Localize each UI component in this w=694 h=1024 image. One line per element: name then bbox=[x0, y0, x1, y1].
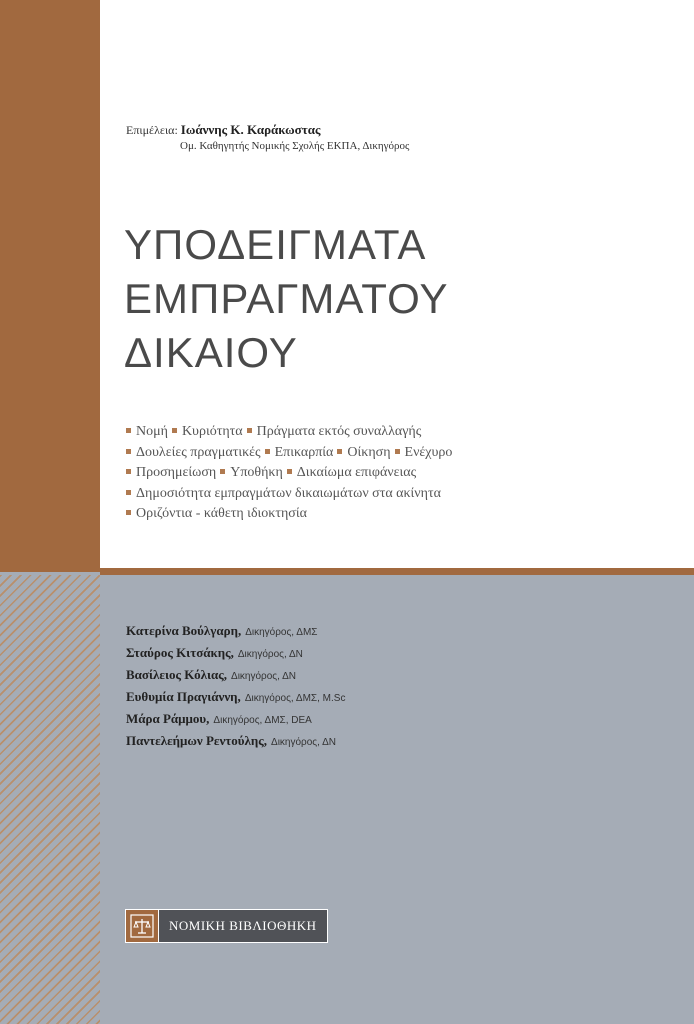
editor-name: Ιωάννης Κ. Καράκωστας bbox=[180, 122, 321, 137]
square-bullet-icon bbox=[126, 449, 131, 454]
author-name: Παντελεήμων Ρεντούλης, bbox=[126, 733, 268, 748]
square-bullet-icon bbox=[126, 510, 131, 515]
diagonal-stripe-pattern bbox=[0, 575, 100, 1024]
topic-item: Κυριότητα bbox=[181, 424, 243, 439]
author-credentials: Δικηγόρος, ΔΝ bbox=[271, 737, 337, 748]
topic-item: Νομή bbox=[136, 424, 168, 439]
square-bullet-icon bbox=[265, 449, 270, 454]
author-credentials: Δικηγόρος, ΔΜΣ bbox=[245, 627, 318, 638]
square-bullet-icon bbox=[172, 428, 177, 433]
scales-of-justice-icon bbox=[126, 910, 159, 942]
topics-list bbox=[126, 422, 456, 525]
author-credentials: Δικηγόρος, ΔΝ bbox=[237, 649, 303, 660]
author-credentials: Δικηγόρος, ΔΝ bbox=[231, 671, 297, 682]
topic-item: Δικαίωμα επιφάνειας bbox=[296, 465, 417, 480]
square-bullet-icon bbox=[220, 469, 225, 474]
square-bullet-icon bbox=[337, 449, 342, 454]
editor-affiliation: Ομ. Καθηγητής Νομικής Σχολής ΕΚΠΑ, Δικηγόρος bbox=[180, 140, 410, 152]
author-name: Βασίλειος Κόλιας, bbox=[126, 667, 228, 682]
author-entry bbox=[126, 642, 345, 664]
topic-item: Οριζόντια - κάθετη ιδιοκτησία bbox=[136, 506, 307, 521]
left-color-band bbox=[0, 0, 100, 572]
square-bullet-icon bbox=[247, 428, 252, 433]
topic-item: Επικαρπία bbox=[274, 444, 334, 460]
author-credentials: Δικηγόρος, ΔΜΣ, DEA bbox=[213, 715, 312, 726]
square-bullet-icon bbox=[126, 428, 131, 433]
topic-item: Πράγματα εκτός συναλλαγής bbox=[256, 424, 422, 439]
authors-list bbox=[126, 620, 345, 752]
topics-line bbox=[126, 504, 456, 525]
square-bullet-icon bbox=[287, 469, 292, 474]
topics-line bbox=[126, 443, 456, 464]
topics-line bbox=[126, 422, 456, 443]
publisher-logo-badge bbox=[125, 909, 328, 943]
topic-item: Δουλείες πραγματικές bbox=[136, 444, 261, 460]
book-title bbox=[124, 218, 448, 380]
publisher-name: ΝΟΜΙΚΗ ΒΙΒΛΙΟΘΗΚΗ bbox=[159, 910, 327, 942]
author-entry bbox=[126, 620, 345, 642]
author-name: Μάρα Ράμμου, bbox=[126, 711, 210, 726]
square-bullet-icon bbox=[395, 449, 400, 454]
author-credentials: Δικηγόρος, ΔΜΣ, M.Sc bbox=[244, 693, 346, 704]
editor-line bbox=[126, 122, 320, 138]
topic-item: Δημοσιότητα εμπραγμάτων δικαιωμάτων στα ακίνητα bbox=[136, 485, 441, 501]
topics-line bbox=[126, 463, 456, 484]
author-name: Ευθυμία Πραγιάννη, bbox=[126, 689, 241, 704]
author-name: Κατερίνα Βούλγαρη, bbox=[126, 623, 242, 638]
square-bullet-icon bbox=[126, 469, 131, 474]
title-line-1: ΥΠΟΔΕΙΓΜΑΤΑ bbox=[124, 221, 427, 268]
square-bullet-icon bbox=[126, 490, 131, 495]
author-entry bbox=[126, 686, 345, 708]
editor-label: Επιμέλεια: bbox=[126, 123, 178, 137]
topic-item: Υποθήκη bbox=[230, 465, 283, 480]
author-entry bbox=[126, 730, 345, 752]
topic-item: Ενέχυρο bbox=[404, 444, 453, 460]
author-entry bbox=[126, 664, 345, 686]
title-line-2: ΕΜΠΡΑΓΜΑΤΟΥ bbox=[124, 275, 449, 322]
horizontal-divider bbox=[100, 568, 694, 575]
topic-item: Προσημείωση bbox=[136, 465, 217, 480]
author-name: Σταύρος Κιτσάκης, bbox=[126, 645, 234, 660]
topics-line bbox=[126, 484, 456, 505]
author-entry bbox=[126, 708, 345, 730]
topic-item: Οίκηση bbox=[347, 444, 391, 460]
title-line-3: ΔΙΚΑΙΟΥ bbox=[124, 329, 298, 376]
